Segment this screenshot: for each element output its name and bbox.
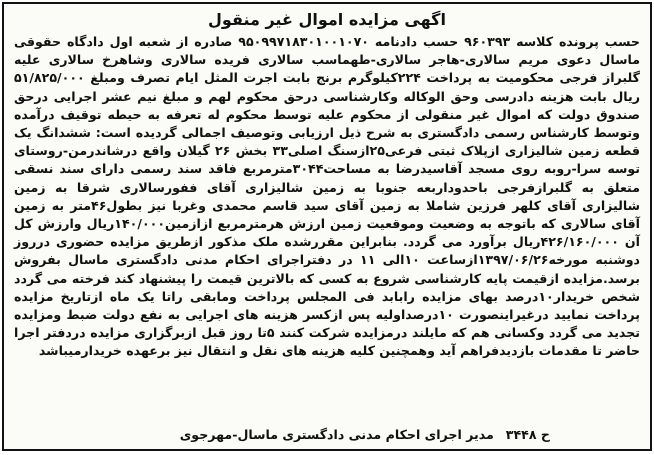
notice-code: ح ۳۴۴۸	[505, 427, 550, 442]
notice-title: اگهی مزایده اموال غیر منقول	[208, 10, 446, 29]
notice-signature: مدیر اجرای احکام مدنی دادگستری ماسال-مهرجوی	[179, 427, 494, 442]
notice-footer	[14, 426, 640, 444]
auction-notice	[2, 2, 652, 451]
notice-body: حسب پرونده کلاسه ۹۶۰۳۹۳ حسب دادنامه ۹۵۰۹۹۷۱۸۳۰۱۰۰۱۰۷۰ صادره از شعبه اول دادگاه حقوقی ماسال دعوی مریم سالاری-هاجر سالاری-طهماسب سالاری فریده سالاری وشاهرخ سالاری علیه گلبراز فرجی محکومیت به پرداخت ۲۲۴کیلوگرم برنج بابت اجرت المثل ایام تصرف ومبلغ ۵۱/۸۲۵/۰۰۰ ریال بابت هزینه دادرسی وحق الوکاله وکارشناسی درحق محکوم لهم و مبلغ نیم عشر اجرایی درحق صندوق دولت که اموال غیر منقولی از محکوم علیه توسط محکوم له تعرفه به حیطه توقیف درآمده وتوسط کارشناس رسمی دادگستری به شرح ذیل ارزیابی وتوصیف اجمالی گردیده است: ششدانگ یک قطعه زمین شالیزاری ازپلاک ثبتی فرعی۲۵ازسنگ اصلی۳۳ بخش ۲۶ گیلان واقع درشاندرمن-روستای توسه سرا-روبه روی مسجد آقاسیدرضا به مساحت۳۰۴۴مترمربع فاقد سند رسمی دارای سند نسقی متعلق به گلبرازفرجی باحدوداربعه جنوبا به زمین شالیزاری آقای ففورسالاری شرقا به زمین شالیزاری آقای کلهر فرزین شاملا به زمین آقای سید قاسم محمدی وغربا نیز بطول۴۶متر به زمین آقای سالاری که باتوجه به وضعیت وموقعیت زمین ارزش هرمترمربع ازازمین۱۴۰/۰۰۰ریال وارزش کل آن ۴۲۶/۱۶۰/۰۰۰ریال برآورد می گردد. بنابراین مقررشده ملک مذکور ازطریق مزایده حضوری درروز دوشنبه مورخه۱۳۹۷/۰۶/۲۶ازساعت ۱۰الی ۱۱ در دفتراجرای احکام مدنی دادگستری ماسال بفروش برسد.مزایده ازقیمت پایه کارشناسی شروع به کسی که بالاترین قیمت را پیشنهاد کند فرخته می گردد شخص خریدار۱۰درصد بهای مزایده رابابد فی المجلس پرداخت ومابقی راتا یک ماه ازتاریخ مزایده پرداخت نمایید درغیراینصورت ۱۰درصداولیه پس ازکسر هزینه های اجرایی به نفع دولت ضبط ومزایده تجدید می گردد وکسانی هم که مایلند درمزایده شرکت کنند ۵تا روز قبل ازبرگزاری مزایده دردفتر اجرا حاضر تا مقدمات بازدیدفراهم آید وهمچنین کلیه هزینه های نقل و انتقال نیز برعهده خریدارمیباشد	[14, 34, 641, 359]
